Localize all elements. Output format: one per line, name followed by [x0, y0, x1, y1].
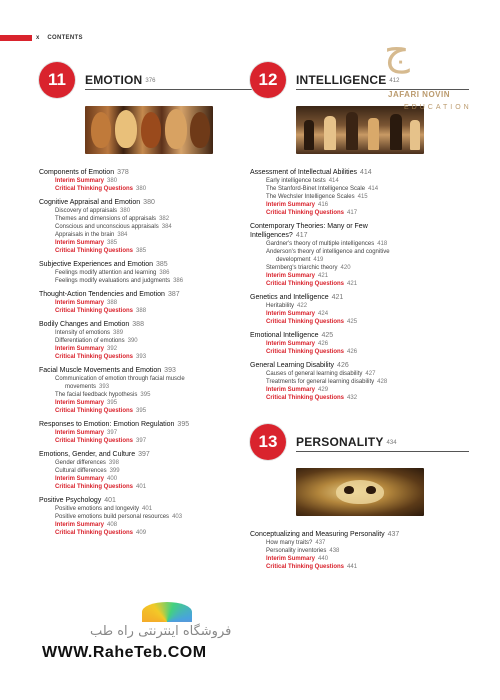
- entry-page: 382: [159, 216, 170, 222]
- section-page: 417: [295, 232, 308, 239]
- chapter-heading: [250, 422, 455, 462]
- entry-text: Positive emotions build personal resources: [55, 514, 170, 520]
- entry-text: Themes and dimensions of appraisals: [55, 216, 157, 222]
- entry-page: 414: [368, 186, 379, 192]
- entry-text: Critical Thinking Questions: [55, 248, 134, 254]
- section-title-text: Conceptualizing and Measuring Personality: [250, 531, 385, 538]
- chapter-number-badge: 11: [39, 62, 75, 98]
- chapter-title: INTELLIGENCE: [296, 73, 387, 87]
- entry-text: Critical Thinking Questions: [55, 408, 134, 414]
- toc-section: [250, 530, 455, 571]
- toc-section: [39, 450, 244, 491]
- entry-page: 380: [120, 208, 131, 214]
- section-title-line2: [250, 231, 455, 240]
- section-page: 437: [387, 531, 400, 538]
- entry-page: 393: [99, 384, 110, 390]
- section-page: 388: [132, 321, 144, 328]
- section-page: 395: [177, 421, 190, 428]
- section-title-text: Facial Muscle Movements and Emotion: [39, 367, 162, 374]
- section-title: [250, 168, 455, 177]
- critical-thinking-entry: [39, 247, 244, 255]
- chapter-title: EMOTION: [85, 73, 143, 87]
- toc-section: [250, 222, 455, 288]
- interim-summary-entry: [250, 272, 455, 280]
- entry-text: Feelings modify attention and learning: [55, 270, 157, 276]
- entry-text: Interim Summary: [266, 311, 316, 317]
- section-title-text: Assessment of Intellectual Abilities: [250, 169, 357, 176]
- entry-text: Critical Thinking Questions: [266, 349, 345, 355]
- chapter-rule: [296, 451, 469, 452]
- entry-text: Cultural differences: [55, 468, 107, 474]
- entry-text: The facial feedback hypothesis: [55, 392, 138, 398]
- critical-thinking-entry: [250, 563, 455, 571]
- interim-summary-entry: [39, 345, 244, 353]
- subsection-entry: [39, 391, 244, 399]
- entry-text: The Stanford-Binet Intelligence Scale: [266, 186, 366, 192]
- publisher-watermark: [352, 28, 482, 118]
- subsection-entry: [39, 337, 244, 345]
- subsection-entry: [250, 240, 455, 248]
- section-page: 425: [321, 332, 334, 339]
- chapter-page: 376: [145, 78, 156, 84]
- store-watermark: [42, 600, 242, 670]
- wooden-masks-photo: [85, 106, 213, 154]
- entry-text: Critical Thinking Questions: [55, 530, 134, 536]
- entry-text: Feelings modify evaluations and judgments: [55, 278, 171, 284]
- entry-page: 421: [318, 273, 329, 279]
- entry-text: Positive emotions and longevity: [55, 506, 140, 512]
- toc-section: [39, 366, 244, 415]
- entry-text: Critical Thinking Questions: [266, 395, 345, 401]
- entry-page: 392: [107, 346, 118, 352]
- entry-page: 428: [377, 379, 388, 385]
- chapter-title: PERSONALITY: [296, 435, 384, 449]
- entry-page: 416: [318, 202, 329, 208]
- subsection-entry: [250, 370, 455, 378]
- chapter-page: 434: [386, 440, 397, 446]
- entry-text: Interim Summary: [266, 341, 316, 347]
- section-title: [39, 290, 244, 299]
- entry-text: Interim Summary: [55, 178, 105, 184]
- section-title: [39, 366, 244, 375]
- entry-text: Interim Summary: [55, 240, 105, 246]
- critical-thinking-entry: [39, 407, 244, 415]
- critical-thinking-entry: [250, 318, 455, 326]
- entry-page: 401: [142, 506, 153, 512]
- entry-page: 427: [365, 371, 376, 377]
- entry-page: 390: [127, 338, 138, 344]
- section-title-text: Subjective Experiences and Emotion: [39, 261, 154, 268]
- entry-text: Discovery of appraisals: [55, 208, 118, 214]
- entry-text: Interim Summary: [266, 202, 316, 208]
- subsection-entry: [39, 207, 244, 215]
- subsection-entry: [39, 467, 244, 475]
- section-title: [39, 260, 244, 269]
- entry-text: Interim Summary: [55, 522, 105, 528]
- entry-page: 398: [108, 460, 119, 466]
- entry-page: 415: [357, 194, 368, 200]
- entry-page: 420: [340, 265, 351, 271]
- entry-text: Gender differences: [55, 460, 106, 466]
- critical-thinking-entry: [250, 394, 455, 402]
- entry-page: 380: [107, 178, 118, 184]
- interim-summary-entry: [39, 177, 244, 185]
- entry-page: 441: [347, 564, 358, 570]
- entry-page: 419: [313, 257, 324, 263]
- interim-summary-entry: [250, 310, 455, 318]
- section-title-text: Responses to Emotion: Emotion Regulation: [39, 421, 175, 428]
- entry-page: 440: [318, 556, 329, 562]
- toc-entries: [39, 168, 244, 537]
- section-title: [39, 420, 244, 429]
- subsection-entry: [250, 539, 455, 547]
- section-title-text: Components of Emotion: [39, 169, 115, 176]
- entry-page: 432: [347, 395, 358, 401]
- entry-text: Anderson's theory of intelligence and cognitive: [266, 249, 390, 255]
- toc-section: [39, 290, 244, 315]
- subsection-entry: [250, 185, 455, 193]
- entry-page: 389: [113, 330, 124, 336]
- entry-text: Causes of general learning disability: [266, 371, 363, 377]
- subsection-entry: [250, 264, 455, 272]
- subsection-entry: [39, 505, 244, 513]
- subsection-entry: [250, 547, 455, 555]
- toc-section: [39, 168, 244, 193]
- entry-page: 397: [107, 430, 118, 436]
- subsection-entry: [39, 375, 244, 383]
- entry-page: 384: [161, 224, 172, 230]
- entry-page: 397: [136, 438, 147, 444]
- subsection-entry: [250, 193, 455, 201]
- entry-text: Critical Thinking Questions: [266, 210, 345, 216]
- chapter-12-column: [250, 60, 455, 576]
- subsection-entry: [39, 277, 244, 285]
- section-title: [39, 198, 244, 207]
- entry-page: 393: [136, 354, 147, 360]
- entry-text: Differentiation of emotions: [55, 338, 125, 344]
- entry-text: Critical Thinking Questions: [55, 438, 134, 444]
- entry-page: 421: [347, 281, 358, 287]
- entry-page: 385: [136, 248, 147, 254]
- subsection-entry: [250, 248, 455, 256]
- section-title-text: Bodily Changes and Emotion: [39, 321, 130, 328]
- entry-text: Interim Summary: [266, 556, 316, 562]
- subsection-entry: [39, 231, 244, 239]
- entry-text: Sternberg's triarchic theory: [266, 265, 338, 271]
- toc-section: [250, 331, 455, 356]
- entry-text: Critical Thinking Questions: [55, 308, 134, 314]
- entry-text: Heritability: [266, 303, 295, 309]
- entry-page: 438: [329, 548, 340, 554]
- chapter-number-badge: 12: [250, 62, 286, 98]
- entry-text: Early intelligence tests: [266, 178, 326, 184]
- section-title-text: General Learning Disability: [250, 362, 335, 369]
- entry-page: 418: [377, 241, 388, 247]
- entry-page: 403: [172, 514, 183, 520]
- watermark-url: WWW.RaheTeb.COM: [42, 644, 207, 661]
- watermark-persian-text: فروشگاه اینترنتی راه طب: [90, 624, 232, 639]
- carnival-mask-photo: [296, 468, 424, 516]
- subsection-entry: [250, 378, 455, 386]
- section-title-text: Cognitive Appraisal and Emotion: [39, 199, 141, 206]
- entry-page: 437: [315, 540, 326, 546]
- interim-summary-entry: [39, 521, 244, 529]
- entry-page: 401: [136, 484, 147, 490]
- entry-page: 395: [136, 408, 147, 414]
- critical-thinking-entry: [39, 185, 244, 193]
- section-page: 387: [167, 291, 180, 298]
- section-title-text: Positive Psychology: [39, 497, 102, 504]
- toc-entries: [250, 168, 455, 402]
- toc-section: [250, 361, 455, 402]
- entry-text: Interim Summary: [55, 430, 105, 436]
- entry-text: Critical Thinking Questions: [266, 319, 345, 325]
- entry-page: 388: [136, 308, 147, 314]
- entry-page: 384: [117, 232, 128, 238]
- section-title-text: Emotions, Gender, and Culture: [39, 451, 136, 458]
- entry-text: Gardner's theory of multiple intelligences: [266, 241, 375, 247]
- entry-page: 386: [173, 278, 184, 284]
- section-title-text: Intelligences?: [250, 232, 293, 239]
- critical-thinking-entry: [39, 483, 244, 491]
- subsection-entry: [39, 215, 244, 223]
- section-title: [39, 320, 244, 329]
- section-title: [250, 530, 455, 539]
- critical-thinking-entry: [250, 280, 455, 288]
- entry-page: 399: [109, 468, 120, 474]
- interim-summary-entry: [250, 201, 455, 209]
- entry-text: development: [276, 257, 311, 263]
- entry-page: 424: [318, 311, 329, 317]
- running-head: CONTENTS: [47, 34, 83, 41]
- entry-page: 385: [107, 240, 118, 246]
- entry-page: 422: [297, 303, 308, 309]
- section-title: [39, 168, 244, 177]
- chapter-page: 412: [389, 78, 400, 84]
- entry-text: Communication of emotion through facial muscle: [55, 376, 185, 382]
- entry-text: How many traits?: [266, 540, 313, 546]
- toc-entries: [250, 530, 455, 571]
- toc-section: [250, 168, 455, 217]
- toc-section: [250, 293, 455, 326]
- section-title: [250, 293, 455, 302]
- interim-summary-entry: [39, 399, 244, 407]
- subsection-entry: [250, 177, 455, 185]
- critical-thinking-entry: [250, 348, 455, 356]
- entry-page: 386: [159, 270, 170, 276]
- entry-text: Conscious and unconscious appraisals: [55, 224, 159, 230]
- entry-page: 395: [107, 400, 118, 406]
- section-page: 414: [360, 169, 372, 176]
- toc-section: [39, 420, 244, 445]
- entry-text: Interim Summary: [266, 387, 316, 393]
- entry-text: Interim Summary: [55, 476, 105, 482]
- entry-text: Interim Summary: [55, 400, 105, 406]
- critical-thinking-entry: [39, 529, 244, 537]
- section-title-text: Genetics and Intelligence: [250, 294, 329, 301]
- section-page: 426: [337, 362, 349, 369]
- section-page: 397: [138, 451, 150, 458]
- critical-thinking-entry: [39, 353, 244, 361]
- chapter-11-column: [39, 60, 244, 542]
- entry-text: Critical Thinking Questions: [266, 281, 345, 287]
- subsection-entry: [39, 459, 244, 467]
- entry-page: 400: [107, 476, 118, 482]
- section-title: [250, 361, 455, 370]
- interim-summary-entry: [39, 429, 244, 437]
- entry-page: 414: [328, 178, 339, 184]
- critical-thinking-entry: [39, 437, 244, 445]
- toc-section: [39, 320, 244, 361]
- section-page: 421: [331, 294, 344, 301]
- section-title: [39, 496, 244, 505]
- interim-summary-entry: [250, 555, 455, 563]
- red-tab: [0, 35, 32, 41]
- section-page: 401: [104, 497, 116, 504]
- watermark-name: JAFARI NOVIN: [388, 90, 451, 99]
- entry-text: Personality inventories: [266, 548, 327, 554]
- section-title: [39, 450, 244, 459]
- section-page: 378: [117, 169, 129, 176]
- section-title: [250, 331, 455, 340]
- book-fan-icon: [142, 602, 192, 622]
- entry-text: movements: [65, 384, 97, 390]
- interim-summary-entry: [39, 239, 244, 247]
- entry-page: 426: [318, 341, 329, 347]
- subsection-entry: [39, 513, 244, 521]
- chapter-number-badge: 13: [250, 424, 286, 460]
- section-page: 380: [143, 199, 155, 206]
- critical-thinking-entry: [250, 209, 455, 217]
- subsection-entry: [39, 329, 244, 337]
- entry-text: The Wechsler Intelligence Scales: [266, 194, 355, 200]
- page-number: x: [36, 34, 40, 41]
- interim-summary-entry: [39, 475, 244, 483]
- running-header: [0, 33, 83, 42]
- entry-page: 395: [140, 392, 151, 398]
- watermark-sub: EDUCATION: [404, 104, 472, 111]
- entry-text: Critical Thinking Questions: [55, 186, 134, 192]
- section-title-text: Contemporary Theories: Many or Few: [250, 223, 368, 230]
- entry-text: Interim Summary: [55, 300, 105, 306]
- toc-section: [39, 260, 244, 285]
- calligraphy-logo-icon: ج: [384, 28, 410, 74]
- entry-text: Interim Summary: [55, 346, 105, 352]
- interim-summary-entry: [250, 386, 455, 394]
- entry-text: Intensity of emotions: [55, 330, 111, 336]
- entry-text: Interim Summary: [266, 273, 316, 279]
- entry-page: 417: [347, 210, 358, 216]
- section-page: 393: [164, 367, 176, 374]
- entry-text: Critical Thinking Questions: [55, 484, 134, 490]
- section-title-text: Emotional Intelligence: [250, 332, 319, 339]
- toc-section: [39, 496, 244, 537]
- entry-text: Treatments for general learning disability: [266, 379, 375, 385]
- entry-page: 408: [107, 522, 118, 528]
- section-title: [250, 222, 455, 231]
- entry-text: Critical Thinking Questions: [55, 354, 134, 360]
- subsection-entry: [39, 223, 244, 231]
- critical-thinking-entry: [39, 307, 244, 315]
- entry-page: 425: [347, 319, 358, 325]
- subsection-entry-continued: [39, 383, 244, 391]
- entry-page: 388: [107, 300, 118, 306]
- interim-summary-entry: [250, 340, 455, 348]
- chapter-rule: [85, 89, 258, 90]
- section-title-text: Thought-Action Tendencies and Emotion: [39, 291, 165, 298]
- toc-section: [39, 198, 244, 255]
- section-page: 385: [156, 261, 168, 268]
- interim-summary-entry: [39, 299, 244, 307]
- entry-page: 380: [136, 186, 147, 192]
- subsection-entry: [250, 302, 455, 310]
- entry-page: 409: [136, 530, 147, 536]
- chapter-heading: [39, 60, 244, 100]
- entry-page: 429: [318, 387, 329, 393]
- entry-text: Appraisals in the brain: [55, 232, 115, 238]
- entry-page: 426: [347, 349, 358, 355]
- subsection-entry-continued: [250, 256, 455, 264]
- subsection-entry: [39, 269, 244, 277]
- entry-text: Critical Thinking Questions: [266, 564, 345, 570]
